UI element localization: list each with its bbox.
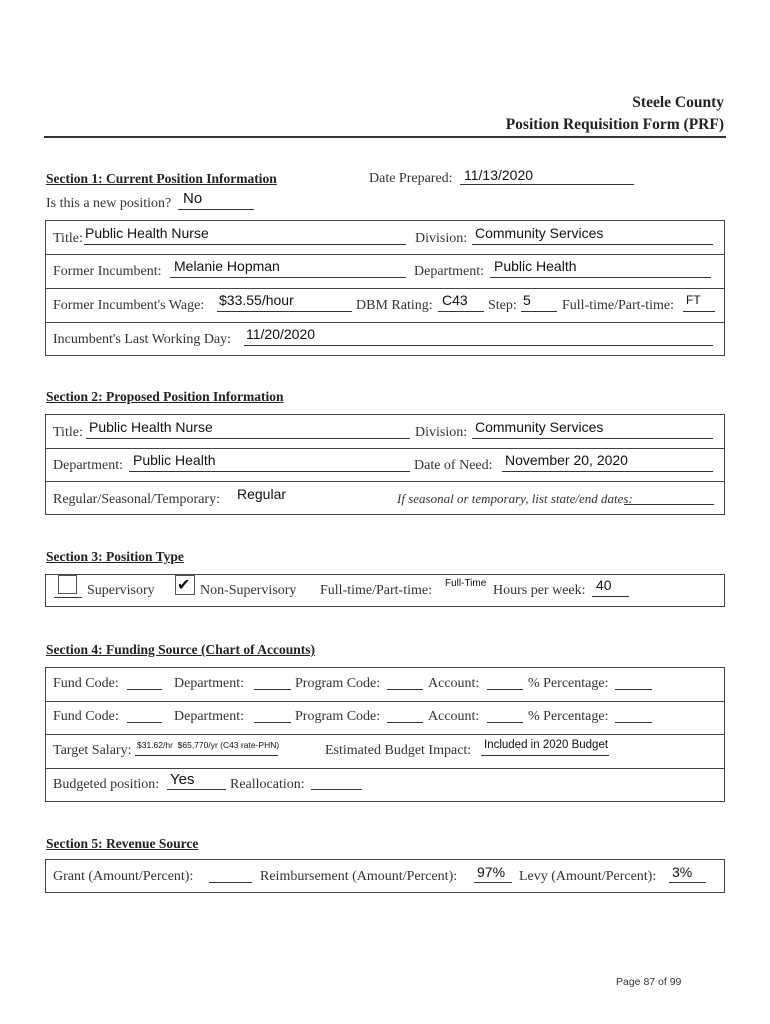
grant-label: Grant (Amount/Percent):: [53, 869, 194, 884]
wage-value[interactable]: $33.55/hour: [219, 292, 294, 308]
s2-title-line: [86, 438, 410, 439]
f-department-label: Department:: [174, 709, 244, 724]
ftpt-label: Full-time/Part-time:: [562, 298, 674, 313]
dbm-line: [438, 311, 484, 312]
last-day-label: Incumbent's Last Working Day:: [53, 332, 232, 347]
section3-heading: Section 3: Position Type: [46, 549, 184, 564]
wage-label: Former Incumbent's Wage:: [53, 298, 205, 313]
f-department-line[interactable]: [254, 689, 291, 690]
budgeted-line: [167, 789, 226, 790]
section2-heading: Section 2: Proposed Position Information: [46, 389, 284, 404]
date-prepared-value[interactable]: 11/13/2020: [464, 167, 534, 183]
section5-heading: Section 5: Revenue Source: [46, 836, 199, 851]
date-prepared-label: Date Prepared:: [369, 171, 453, 186]
ftpt-line: [683, 311, 715, 312]
budget-impact-label: Estimated Budget Impact:: [325, 743, 472, 758]
division-label: Division:: [415, 231, 468, 246]
dbm-label: DBM Rating:: [356, 298, 433, 313]
section2-row-divider: [45, 448, 725, 449]
percentage-label: % Percentage:: [528, 676, 609, 691]
f-department-line[interactable]: [254, 722, 291, 723]
reallocation-line[interactable]: [311, 789, 362, 790]
step-label: Step:: [488, 298, 517, 313]
reimbursement-label: Reimbursement (Amount/Percent):: [260, 869, 458, 884]
former-incumbent-value[interactable]: Melanie Hopman: [174, 258, 280, 274]
fund-code-line[interactable]: [127, 722, 162, 723]
fund-code-label: Fund Code:: [53, 709, 119, 724]
s2-department-value[interactable]: Public Health: [133, 452, 216, 468]
levy-value[interactable]: 3%: [672, 864, 693, 880]
s2-title-label: Title:: [53, 425, 83, 440]
last-day-value[interactable]: 11/20/2020: [246, 326, 316, 342]
new-position-value[interactable]: No: [183, 190, 203, 207]
reimbursement-line: [474, 882, 512, 883]
program-code-label: Program Code:: [295, 676, 381, 691]
section4-heading: Section 4: Funding Source (Chart of Accounts): [46, 642, 316, 657]
percentage-line[interactable]: [615, 689, 652, 690]
new-position-label: Is this a new position?: [46, 196, 172, 211]
title-value[interactable]: Public Health Nurse: [85, 225, 209, 241]
date-need-line: [502, 471, 713, 472]
budgeted-label: Budgeted position:: [53, 777, 160, 792]
step-line: [521, 311, 557, 312]
s2-department-line: [129, 471, 410, 472]
department-value[interactable]: Public Health: [494, 258, 577, 274]
account-line[interactable]: [487, 689, 523, 690]
section1-row-divider: [45, 254, 725, 255]
hours-label: Hours per week:: [493, 583, 586, 598]
date-prepared-line: [460, 184, 634, 185]
s2-title-value[interactable]: Public Health Nurse: [89, 419, 213, 435]
levy-line: [669, 882, 706, 883]
budget-impact-line: [481, 755, 609, 756]
section2-row-divider: [45, 481, 725, 482]
seasonal-dates-line: [624, 504, 714, 505]
checkmark-icon: ✔: [177, 575, 191, 594]
s2-department-label: Department:: [53, 458, 123, 473]
department-line: [490, 277, 711, 278]
supervisory-checkbox[interactable]: [58, 575, 77, 594]
s2-division-label: Division:: [415, 425, 468, 440]
fund-code-label: Fund Code:: [53, 676, 119, 691]
s3-ftpt-value[interactable]: Full-Time: [445, 578, 487, 589]
title-line: [84, 244, 406, 245]
date-need-value[interactable]: November 20, 2020: [505, 452, 628, 468]
position-type-label: Regular/Seasonal/Temporary:: [53, 492, 220, 507]
section4-row-divider: [45, 768, 725, 769]
supervisory-line: [54, 597, 82, 598]
new-position-line: [178, 209, 254, 210]
department-label: Department:: [414, 264, 484, 279]
wage-line: [217, 311, 352, 312]
county-name: Steele County: [632, 94, 724, 111]
reallocation-label: Reallocation:: [230, 777, 305, 792]
date-need-label: Date of Need:: [414, 458, 493, 473]
dbm-value[interactable]: C43: [442, 292, 468, 308]
section1-heading: Section 1: Current Position Information: [46, 171, 277, 186]
grant-line[interactable]: [209, 882, 252, 883]
position-type-value[interactable]: Regular: [237, 486, 287, 502]
account-line[interactable]: [487, 722, 523, 723]
page-number: Page 87 of 99: [616, 976, 682, 988]
step-value[interactable]: 5: [523, 292, 531, 308]
seasonal-note: If seasonal or temporary, list state/end dates:: [397, 491, 633, 506]
title-label: Title:: [53, 231, 83, 246]
former-incumbent-label: Former Incumbent:: [53, 264, 162, 279]
program-code-line[interactable]: [387, 689, 423, 690]
section4-row-divider: [45, 701, 725, 702]
division-line: [472, 244, 713, 245]
account-label: Account:: [428, 676, 480, 691]
target-salary-label: Target Salary:: [53, 743, 132, 758]
non-supervisory-label: Non-Supervisory: [200, 583, 297, 598]
last-day-line: [244, 345, 713, 346]
target-salary-line: [135, 755, 278, 756]
levy-label: Levy (Amount/Percent):: [519, 869, 657, 884]
hours-line: [592, 596, 629, 597]
header-rule: [44, 136, 726, 138]
supervisory-label: Supervisory: [87, 583, 155, 598]
account-label: Account:: [428, 709, 480, 724]
fund-code-line[interactable]: [127, 689, 162, 690]
budget-impact-value[interactable]: Included in 2020 Budget: [484, 739, 609, 751]
section1-row-divider: [45, 322, 725, 323]
s3-ftpt-label: Full-time/Part-time:: [320, 583, 432, 598]
percentage-label: % Percentage:: [528, 709, 609, 724]
section4-row-divider: [45, 734, 725, 735]
form-title: Position Requisition Form (PRF): [505, 116, 724, 133]
s2-division-value[interactable]: Community Services: [475, 419, 604, 435]
division-value[interactable]: Community Services: [475, 225, 604, 241]
f-department-label: Department:: [174, 676, 244, 691]
ftpt-value[interactable]: FT: [686, 293, 701, 307]
target-salary-value[interactable]: $31.62/hr $65,770/yr (C43 rate-PHN): [137, 740, 280, 750]
former-incumbent-line: [170, 277, 406, 278]
program-code-label: Program Code:: [295, 709, 381, 724]
percentage-line[interactable]: [615, 722, 652, 723]
section1-row-divider: [45, 288, 725, 289]
reimbursement-value[interactable]: 97%: [477, 864, 506, 880]
s2-division-line: [472, 438, 713, 439]
budgeted-value[interactable]: Yes: [170, 771, 195, 788]
hours-value[interactable]: 40: [596, 577, 612, 593]
program-code-line[interactable]: [387, 722, 423, 723]
